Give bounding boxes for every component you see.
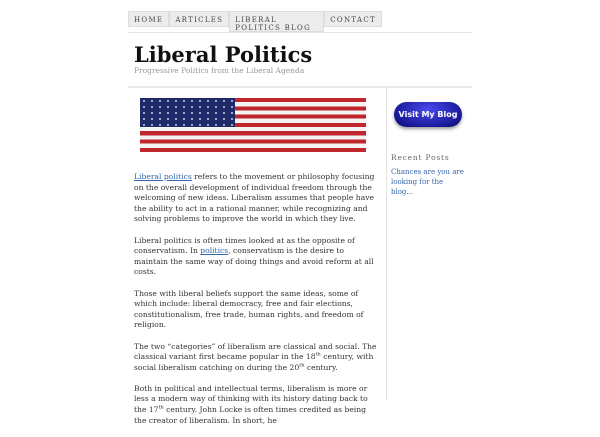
site-tagline: Progressive Politics from the Liberal Agenda — [134, 66, 305, 75]
article-content — [134, 172, 379, 437]
american-flag-image — [140, 98, 366, 152]
recent-post-link[interactable]: Chances are you are looking for the blog... — [391, 168, 464, 196]
nav-liberal-politics-blog[interactable]: LIBERAL POLITICS BLOG — [229, 11, 324, 32]
paragraph-text: Both in political and intellectual terms, liberalism is more or less a modern way of thinking with its history dating back to the 17 — [134, 383, 368, 415]
superscript: th — [315, 351, 321, 358]
superscript: th — [158, 404, 164, 411]
paragraph-text: refers to the movement or philosophy focusing on the overall development of individual freedom through the welcoming of new ideas. Liberalism assumes that people have the ability to act in a rational manner, while recognizing and solving problems to improve the world in which they live. — [134, 172, 375, 224]
paragraph-text: The two “categories” of liberalism are classical and social. The classical variant first became popular in the 18 — [134, 341, 377, 362]
politics-link[interactable]: politics — [200, 246, 229, 256]
paragraph-text: century. — [304, 362, 338, 372]
nav-home[interactable]: HOME — [128, 11, 169, 27]
site-title[interactable]: Liberal Politics — [134, 42, 313, 67]
paragraph-text: , conservatism is the desire to maintain the same way of doing things and avoid reform at all costs. — [134, 246, 374, 277]
main-nav — [128, 11, 382, 32]
nav-contact[interactable]: CONTACT — [324, 11, 382, 27]
divider — [128, 86, 472, 88]
superscript: th — [299, 362, 305, 369]
liberal-politics-link[interactable]: Liberal politics — [134, 172, 192, 181]
paragraph-text: century. John Locke is often times credited as being the creator of liberalism. In short, he — [134, 405, 366, 425]
sidebar-divider — [386, 88, 387, 400]
paragraph-text: century, with social liberalism catching on during the 20 — [134, 352, 374, 372]
visit-my-blog-button[interactable]: Visit My Blog — [394, 102, 462, 127]
divider — [128, 32, 472, 33]
nav-articles[interactable]: ARTICLES — [169, 11, 229, 27]
paragraph-text: Liberal politics is often times looked at as the opposite of conservatism. In — [134, 235, 355, 256]
recent-posts-heading: Recent Posts — [391, 153, 450, 162]
paragraph-text: Those with liberal beliefs support the same ideas, some of which include: liberal democracy, free and fair elections, constitutionalism, free trade, human rights, and freedom of religion. — [134, 288, 364, 330]
